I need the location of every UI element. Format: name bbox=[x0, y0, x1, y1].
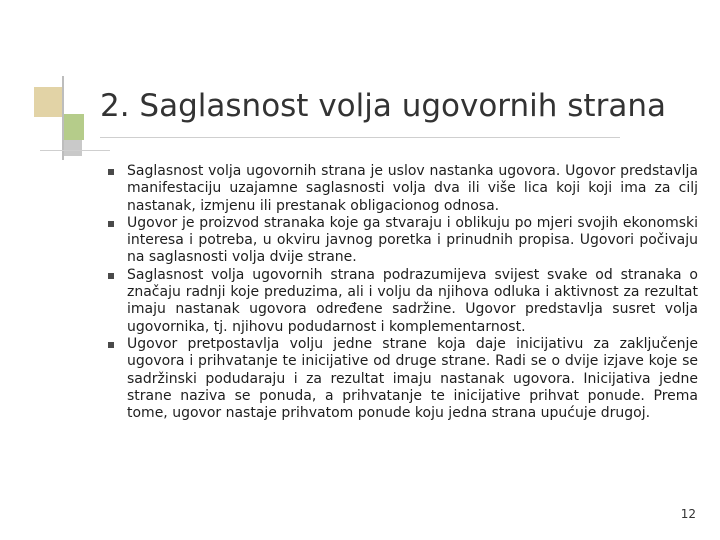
bullet-square-icon bbox=[108, 221, 114, 227]
bullet-item bbox=[106, 163, 698, 215]
bullet-square-icon bbox=[108, 342, 114, 348]
decor-vertical-line bbox=[62, 76, 64, 160]
slide-title: 2. Saglasnost volja ugovornih strana bbox=[100, 88, 666, 124]
bullet-text: Saglasnost volja ugovornih strana je uslov nastanka ugovora. Ugovor predstavlja manifestaciju uzajamne saglasnosti volja dva ili više lica koji koji ima za cilj nastanak, izmjenu ili prestanak obligacionog odnosa. bbox=[127, 163, 698, 214]
bullet-item bbox=[106, 267, 698, 336]
bullet-square-icon bbox=[108, 273, 114, 279]
decor-green-square bbox=[62, 114, 84, 140]
bullet-list bbox=[106, 163, 698, 422]
decor-short-line bbox=[40, 150, 110, 151]
bullet-item bbox=[106, 336, 698, 422]
bullet-text: Saglasnost volja ugovornih strana podrazumijeva svijest svake od stranaka o značaju radnji koje preduzima, ali i volju da njihova odluka i aktivnost za rezultat imaju nastanak ugovora određene sadržine. Ugovor predstavlja susret volja ugovornika, tj. njihovu podudarnost i komplementarnost. bbox=[127, 266, 698, 335]
bullet-item bbox=[106, 215, 698, 267]
bullet-square-icon bbox=[108, 169, 114, 175]
title-underline bbox=[100, 137, 620, 138]
page-number: 12 bbox=[680, 507, 696, 521]
decor-gray-square bbox=[62, 140, 82, 156]
bullet-text: Ugovor pretpostavlja volju jedne strane koja daje inicijativu za zaključenje ugovora i prihvatanje te inicijative od druge strane. Radi se o dvije izjave koje se sadržinski podudaraju i za rezultat imaju nastanak ugovora. Inicijativa jedne strane naziva se ponuda, a prihvatanje te inicijative prihvat ponude. Prema tome, ugovor nastaje prihvatom ponude koju jedna strana upućuje drugoj. bbox=[127, 335, 698, 422]
bullet-text: Ugovor je proizvod stranaka koje ga stvaraju i oblikuju po mjeri svojih ekonomski interesa i potreba, u okviru javnog poretka i prinudnih propisa. Ugovori počivaju na saglasnosti volja dvije strane. bbox=[127, 214, 698, 266]
decor-tan-square bbox=[34, 87, 62, 117]
